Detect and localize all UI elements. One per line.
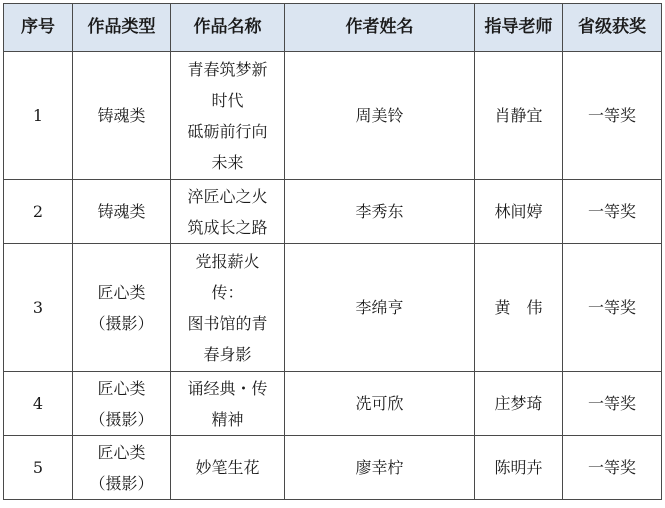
- cell-index: 1: [4, 52, 73, 180]
- cell-type: [73, 372, 171, 436]
- cell-advisor: 陈明卉: [475, 436, 563, 500]
- cell-title: [171, 52, 285, 180]
- cell-index: 5: [4, 436, 73, 500]
- cell-title: [171, 180, 285, 244]
- cell-index: 3: [4, 244, 73, 372]
- header-type: 作品类型: [73, 4, 171, 52]
- header-advisor: 指导老师: [475, 4, 563, 52]
- cell-award: 一等奖: [563, 372, 662, 436]
- cell-type: [73, 436, 171, 500]
- title-line: 精神: [211, 409, 244, 429]
- title-line: 青春筑梦新: [187, 59, 268, 79]
- header-author: 作者姓名: [285, 4, 475, 52]
- title-line: 传：: [211, 282, 244, 302]
- cell-author: 冼可欣: [285, 372, 475, 436]
- type-line: （摄影）: [89, 409, 154, 429]
- title-line: 淬匠心之火: [187, 186, 268, 206]
- cell-author: 廖幸柠: [285, 436, 475, 500]
- type-line: 铸魂类: [97, 106, 146, 125]
- table-row: [4, 244, 662, 372]
- cell-advisor: 林间婷: [475, 180, 563, 244]
- header-title: 作品名称: [171, 4, 285, 52]
- cell-award: 一等奖: [563, 180, 662, 244]
- title-line: 图书馆的青: [187, 313, 268, 333]
- cell-advisor: 黄 伟: [475, 244, 563, 372]
- cell-author: 李绵亨: [285, 244, 475, 372]
- cell-award: 一等奖: [563, 52, 662, 180]
- header-index: 序号: [4, 4, 73, 52]
- cell-type: [73, 180, 171, 244]
- cell-author: 周美铃: [285, 52, 475, 180]
- type-line: 匠心类: [97, 378, 146, 398]
- title-line: 妙笔生花: [195, 458, 260, 477]
- table-row: [4, 436, 662, 500]
- cell-index: 2: [4, 180, 73, 244]
- type-line: （摄影）: [89, 473, 154, 493]
- title-line: 诵经典・传: [187, 378, 268, 398]
- title-line: 未来: [211, 152, 244, 172]
- table-row: [4, 52, 662, 180]
- type-line: 匠心类: [97, 442, 146, 462]
- title-line: 党报薪火: [195, 251, 260, 271]
- cell-index: 4: [4, 372, 73, 436]
- type-line: 铸魂类: [97, 202, 146, 221]
- cell-title: [171, 436, 285, 500]
- cell-advisor: 庄梦琦: [475, 372, 563, 436]
- cell-title: [171, 244, 285, 372]
- cell-author: 李秀东: [285, 180, 475, 244]
- cell-award: 一等奖: [563, 436, 662, 500]
- title-line: 筑成长之路: [187, 217, 268, 237]
- award-table: [3, 3, 662, 500]
- table-row: [4, 180, 662, 244]
- title-line: 时代: [211, 90, 244, 110]
- title-line: 春身影: [203, 344, 252, 364]
- cell-type: [73, 244, 171, 372]
- type-line: （摄影）: [89, 313, 154, 333]
- cell-title: [171, 372, 285, 436]
- table-header-row: [4, 4, 662, 52]
- cell-type: [73, 52, 171, 180]
- table-row: [4, 372, 662, 436]
- header-award: 省级获奖: [563, 4, 662, 52]
- cell-advisor: 肖静宜: [475, 52, 563, 180]
- cell-award: 一等奖: [563, 244, 662, 372]
- title-line: 砥砺前行向: [187, 121, 268, 141]
- type-line: 匠心类: [97, 282, 146, 302]
